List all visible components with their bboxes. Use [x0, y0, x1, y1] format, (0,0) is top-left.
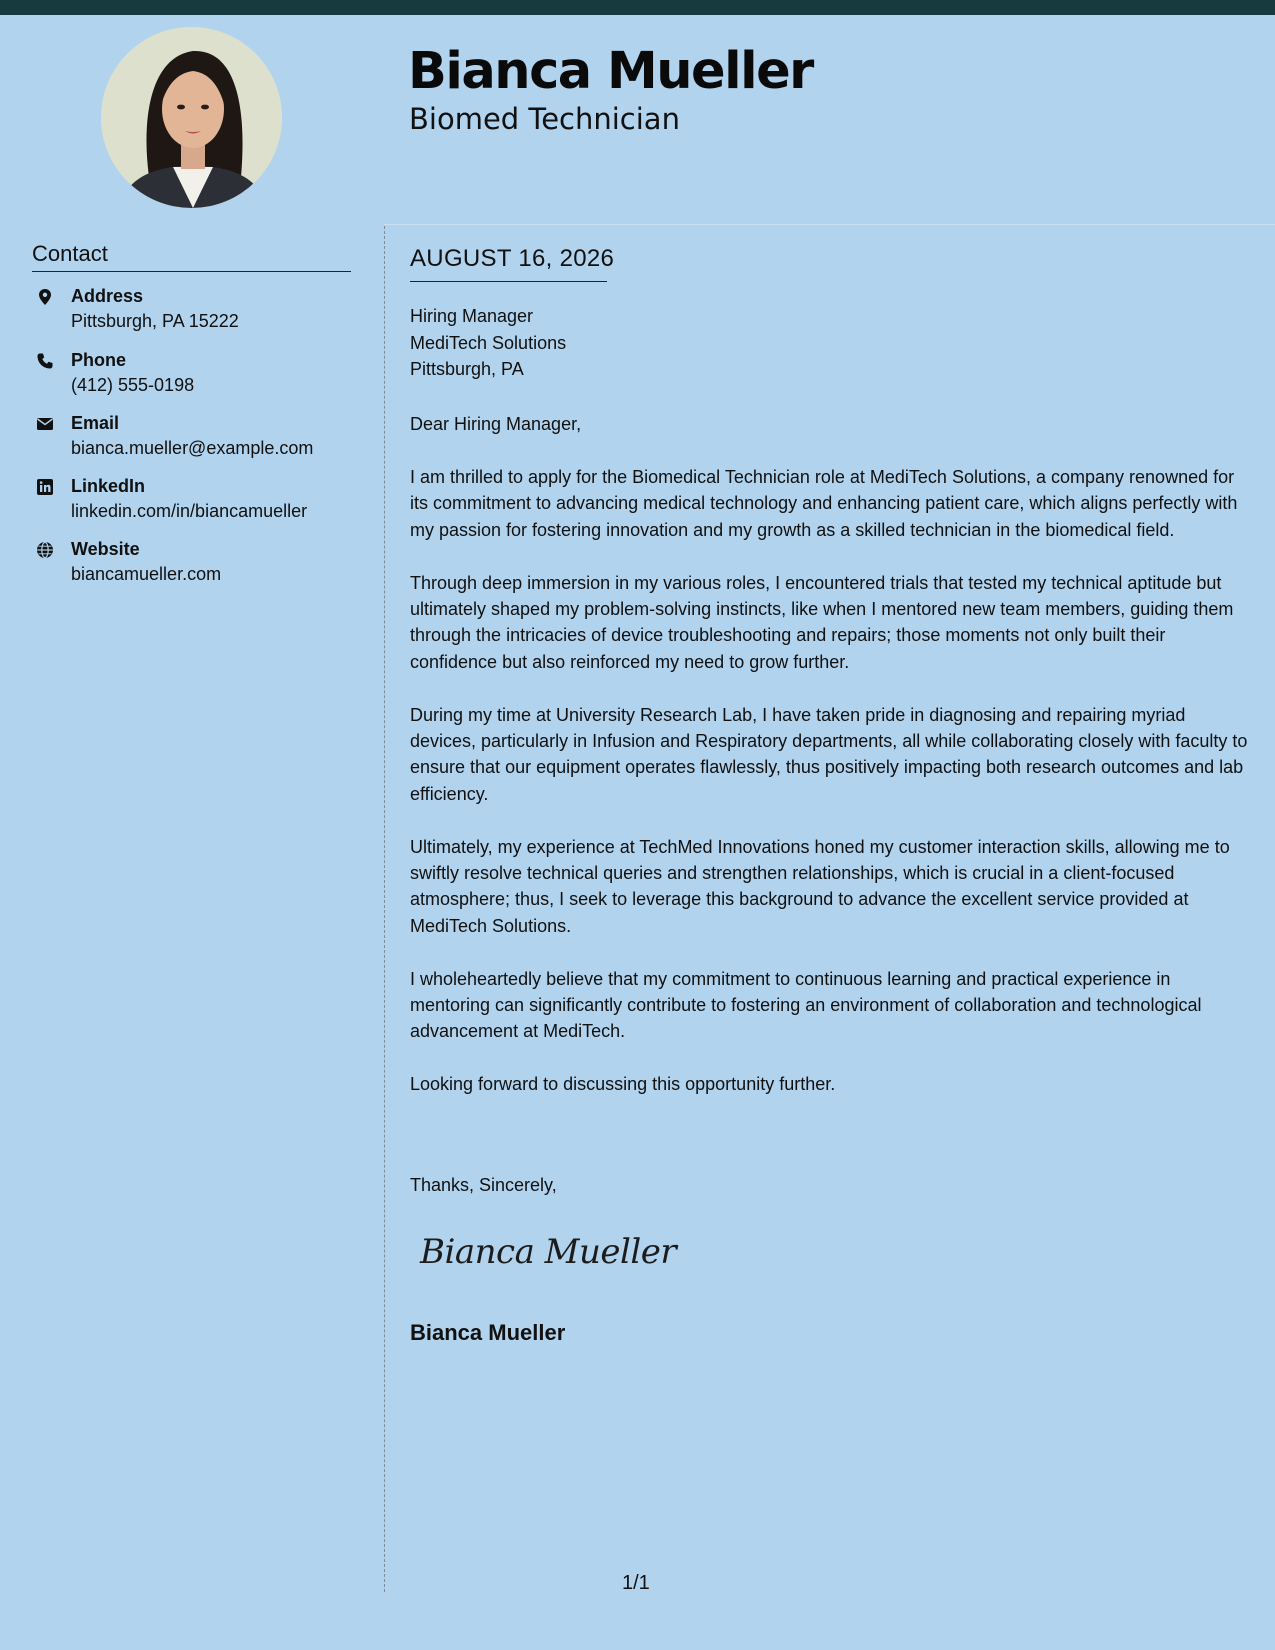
- contact-email: [32, 413, 362, 463]
- top-bar: [0, 0, 1275, 15]
- contact-phone-label: Phone: [71, 350, 127, 370]
- globe-icon: [36, 541, 54, 559]
- salutation: Dear Hiring Manager,: [410, 414, 582, 434]
- signature: Bianca Mueller: [420, 1232, 677, 1272]
- recipient-block: [410, 303, 566, 383]
- phone-icon: [36, 352, 54, 370]
- map-pin-icon: [36, 288, 54, 306]
- recipient-location: Pittsburgh, PA: [410, 359, 524, 379]
- portrait-illustration: [101, 27, 282, 208]
- contact-phone: [32, 350, 362, 400]
- letter-paragraph: Through deep immersion in my various roles, I encountered trials that tested my technical aptitude but ultimately shaped my problem-solving instincts, like when I mentored new team members, guiding them through the intricacies of device troubleshooting and repairs; those moments not only built their confidence but also reinforced my need to grow further.: [410, 572, 1234, 672]
- contact-website-label: Website: [71, 539, 140, 559]
- letter-date: AUGUST 16, 2026: [410, 245, 615, 272]
- contact-address-label: Address: [71, 286, 144, 306]
- contact-linkedin-label: LinkedIn: [71, 476, 146, 496]
- letter-paragraph: Ultimately, my experience at TechMed Innovations honed my customer interaction skills, allowing me to swiftly resolve technical queries and strengthen relationships, which is crucial in a client-focused atmosphere; thus, I seek to leverage this background to advance the excellent service provided at MediTech Solutions.: [410, 836, 1230, 936]
- date-rule: [410, 281, 607, 282]
- contact-address-value: Pittsburgh, PA 15222: [71, 311, 239, 331]
- letter-paragraph: During my time at University Research Lab, I have taken pride in diagnosing and repairing myriad devices, particularly in Infusion and Respiratory departments, all while collaborating closely with faculty to ensure that our equipment operates flawlessly, thus positively impacting both research outcomes and lab efficiency.: [410, 704, 1248, 804]
- header-divider: [384, 224, 1275, 225]
- contact-website-link[interactable]: biancamueller.com: [71, 564, 222, 584]
- contact-website: [32, 539, 362, 589]
- contact-linkedin: [32, 476, 362, 526]
- contact-heading: Contact: [32, 241, 108, 266]
- contact-email-label: Email: [71, 413, 120, 433]
- linkedin-icon: [36, 478, 54, 496]
- contact-email-link[interactable]: bianca.mueller@example.com: [71, 438, 314, 458]
- contact-phone-value: (412) 555-0198: [71, 375, 195, 395]
- letter-paragraph: Looking forward to discussing this opportunity further.: [410, 1074, 836, 1095]
- recipient-name: Hiring Manager: [410, 306, 534, 326]
- letter-paragraph: I wholeheartedly believe that my commitment to continuous learning and practical experience in mentoring can significantly contribute to fostering an environment of collaboration and technological advancement at MediTech.: [410, 968, 1202, 1042]
- profile-photo: [101, 27, 282, 208]
- applicant-name: Bianca Mueller: [408, 42, 813, 101]
- job-title: Biomed Technician: [409, 102, 680, 136]
- contact-linkedin-link[interactable]: linkedin.com/in/biancamueller: [71, 501, 308, 521]
- page-number: 1/1: [622, 1572, 650, 1594]
- contact-heading-rule: [32, 271, 351, 272]
- contact-address: [32, 286, 362, 336]
- letter-body: [410, 464, 1255, 1124]
- closing: Thanks, Sincerely,: [410, 1175, 557, 1195]
- column-divider: [384, 226, 385, 1592]
- recipient-company: MediTech Solutions: [410, 332, 567, 353]
- signed-name: Bianca Mueller: [410, 1320, 566, 1345]
- envelope-icon: [36, 415, 54, 433]
- letter-paragraph: I am thrilled to apply for the Biomedical Technician role at MediTech Solutions, a company renowned for its commitment to advancing medical technology and enhancing patient care, which aligns perfectly with my passion for fostering innovation and my growth as a skilled technician in the biomedical field.: [410, 467, 1238, 540]
